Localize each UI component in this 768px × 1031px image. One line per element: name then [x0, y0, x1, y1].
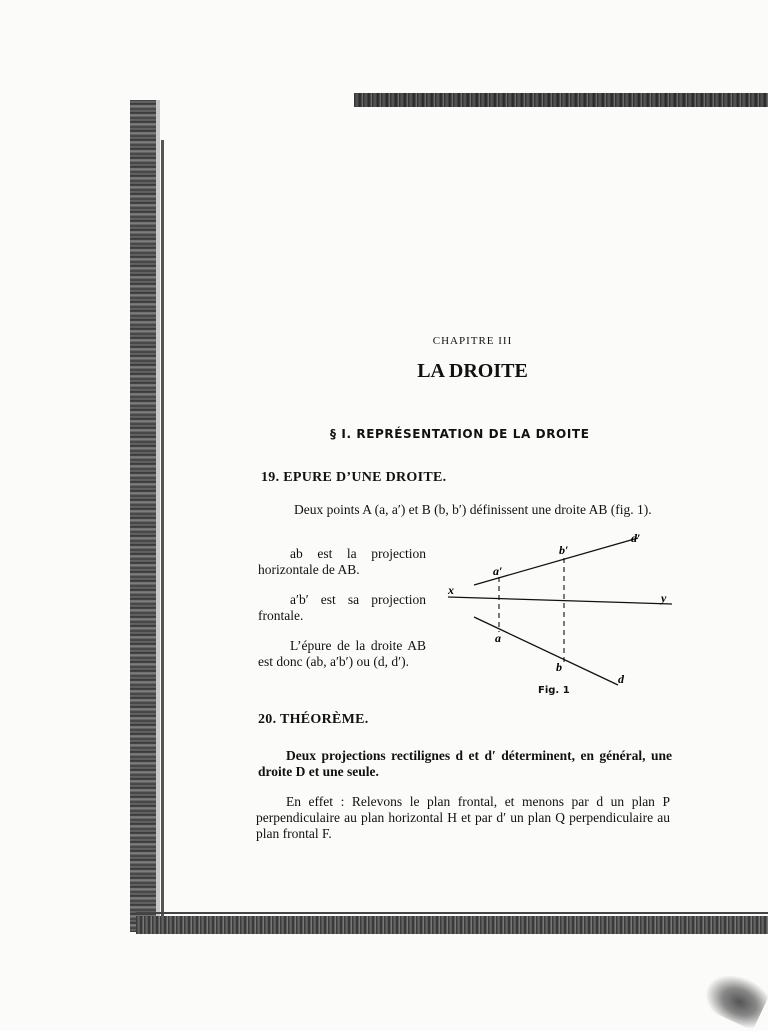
scan-shadow-bottom — [136, 916, 768, 934]
chapter-label: CHAPITRE III — [432, 335, 513, 347]
scan-binding-shadow-left — [130, 100, 156, 932]
chapter-title: LA DROITE — [417, 360, 528, 382]
paragraph-20-heading: 20. THÉORÈME. — [258, 712, 369, 727]
paragraph-19-frontal-projection: a′b′ est sa projection frontale. — [258, 592, 426, 623]
section-heading: § I. REPRÉSENTATION DE LA DROITE — [330, 427, 590, 441]
horizontal-projection-line — [474, 617, 618, 685]
ground-line-xy — [448, 597, 672, 604]
figure-1-svg — [440, 530, 680, 700]
paragraph-19-intro: Deux points A (a, a′) et B (b, b′) définissent une droite AB (fig. 1). — [294, 502, 652, 517]
figure-1-caption: Fig. 1 — [538, 685, 570, 696]
scan-shadow-top — [354, 93, 768, 107]
label-a: a — [495, 631, 501, 645]
theorem-proof-text: En effet : Relevons le plan frontal, et menons par d un plan P perpendiculaire au plan horizontal H et par d′ un plan Q perpendiculaire au plan frontal F. — [256, 794, 670, 841]
paragraph-19-epure: L’épure de la droite AB est donc (ab, a′b′) ou (d, d′). — [258, 638, 426, 669]
paragraph-19-horizontal-projection: ab est la projection horizontale de AB. — [258, 546, 426, 577]
label-d: d — [618, 672, 624, 686]
label-b-prime: b′ — [559, 543, 569, 557]
label-b: b — [556, 660, 562, 674]
theorem-statement: Deux projections rectilignes d et d′ déterminent, en général, une droite D et une seule. — [258, 748, 672, 779]
label-a-prime: a′ — [493, 564, 503, 578]
paragraph-19-heading: 19. EPURE D’UNE DROITE. — [261, 470, 447, 485]
label-d-prime: d′ — [631, 531, 641, 545]
label-y: y — [661, 591, 667, 605]
label-x: x — [448, 583, 454, 597]
figure-1-diagram — [440, 530, 680, 700]
scan-smudge — [698, 964, 768, 1030]
